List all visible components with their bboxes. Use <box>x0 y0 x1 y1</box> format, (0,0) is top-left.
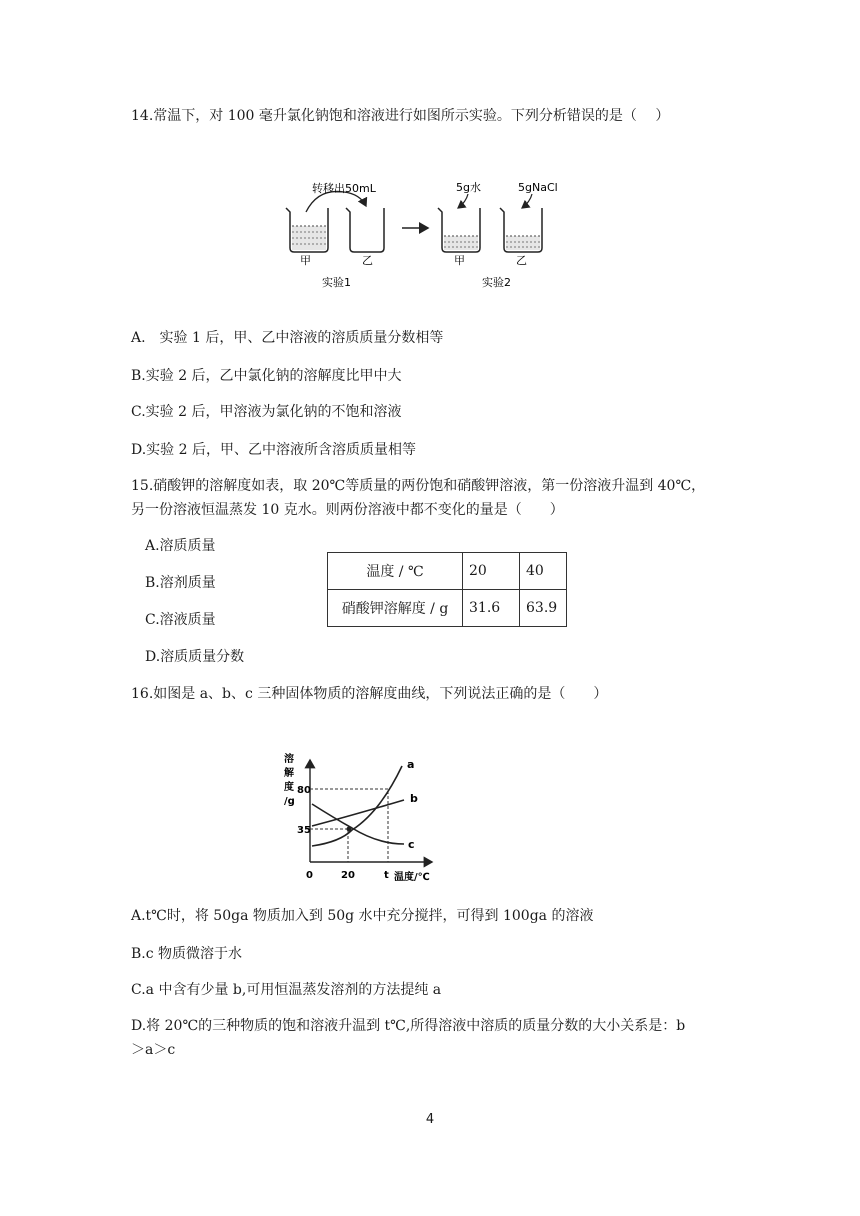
q16-option-a: A.t℃时，将 50ga 物质加入到 50g 水中充分搅拌，可得到 100ga 的溶液 <box>131 908 594 924</box>
q14-option-c: C.实验 2 后，甲溶液为氯化钠的不饱和溶液 <box>131 404 402 420</box>
beaker-jia-exp2 <box>438 208 480 252</box>
label-exp2: 实验2 <box>482 276 511 289</box>
beaker-yi-exp1 <box>346 208 384 252</box>
curve-label-c: c <box>408 838 415 851</box>
q16-option-d: D.将 20℃的三种物质的饱和溶液升温到 t℃,所得溶液中溶质的质量分数的大小关系是：b <box>131 1018 686 1034</box>
solubility-curve-graph <box>0 748 860 888</box>
x-tick-t: t <box>384 870 389 881</box>
table-header-solubility: 硝酸钾溶解度 / g <box>328 590 463 627</box>
y-tick-35: 35 <box>297 825 311 836</box>
beaker-yi-exp2 <box>500 208 542 252</box>
q16-option-b: B.c 物质微溶于水 <box>131 946 243 962</box>
q14-option-a: A. 实验 1 后，甲、乙中溶液的溶质质量分数相等 <box>131 330 444 346</box>
water-arrow <box>458 194 468 208</box>
table-row <box>328 590 567 627</box>
q16-option-d-cont: ＞a＞c <box>131 1042 176 1058</box>
beaker-jia-exp1 <box>286 208 328 252</box>
q15-option-d: D.溶质质量分数 <box>145 649 245 665</box>
q15-stem-line2: 另一份溶液恒温蒸发 10 克水。则两份溶液中都不变化的量是（ ） <box>131 502 564 518</box>
table-header-temp: 温度 / ℃ <box>328 553 463 590</box>
transfer-label: 转移出50mL <box>312 182 376 195</box>
label-jia-2: 甲 <box>454 254 465 267</box>
q15-option-c: C.溶液质量 <box>145 612 216 628</box>
label-yi-1: 乙 <box>362 254 373 267</box>
water-label: 5g水 <box>456 181 481 194</box>
origin-label: 0 <box>306 870 313 881</box>
label-exp1: 实验1 <box>322 276 351 289</box>
ylabel-3: 度 <box>284 782 294 793</box>
curve-c <box>312 804 404 844</box>
ylabel-2: 解 <box>284 768 294 779</box>
table-cell: 31.6 <box>463 590 520 627</box>
q15-stem-line1: 15.硝酸钾的溶解度如表，取 20℃等质量的两份饱和硝酸钾溶液，第一份溶液升温到 40℃， <box>131 478 706 494</box>
intersection-point <box>347 827 352 832</box>
q14-option-d: D.实验 2 后，甲、乙中溶液所含溶质质量相等 <box>131 442 416 458</box>
solubility-table <box>327 552 567 627</box>
x-axis-label: 温度/℃ <box>394 872 430 883</box>
y-tick-80: 80 <box>297 785 311 796</box>
q14-stem: 14.常温下，对 100 毫升氯化钠饱和溶液进行如图所示实验。下列分析错误的是（ ） <box>131 108 670 124</box>
salt-arrow <box>522 194 532 208</box>
x-tick-20: 20 <box>341 870 355 881</box>
q14-option-b: B.实验 2 后，乙中氯化钠的溶解度比甲中大 <box>131 368 402 384</box>
label-yi-2: 乙 <box>516 254 527 267</box>
q14-experiment-figure <box>0 170 860 310</box>
salt-label: 5gNaCl <box>518 181 558 194</box>
q16-option-c: C.a 中含有少量 b,可用恒温蒸发溶剂的方法提纯 a <box>131 982 442 998</box>
curve-label-b: b <box>410 792 418 805</box>
q15-option-a: A.溶质质量 <box>145 538 216 554</box>
ylabel-1: 溶 <box>284 754 294 765</box>
table-cell: 20 <box>463 553 520 590</box>
table-row <box>328 553 567 590</box>
curve-label-a: a <box>407 758 415 771</box>
q15-option-b: B.溶剂质量 <box>145 575 216 591</box>
ylabel-4: /g <box>284 796 295 807</box>
table-cell: 63.9 <box>520 590 567 627</box>
page-number: 4 <box>425 1112 435 1127</box>
label-jia-1: 甲 <box>300 254 311 267</box>
table-cell: 40 <box>520 553 567 590</box>
q16-stem: 16.如图是 a、b、c 三种固体物质的溶解度曲线，下列说法正确的是（ ） <box>131 686 608 702</box>
